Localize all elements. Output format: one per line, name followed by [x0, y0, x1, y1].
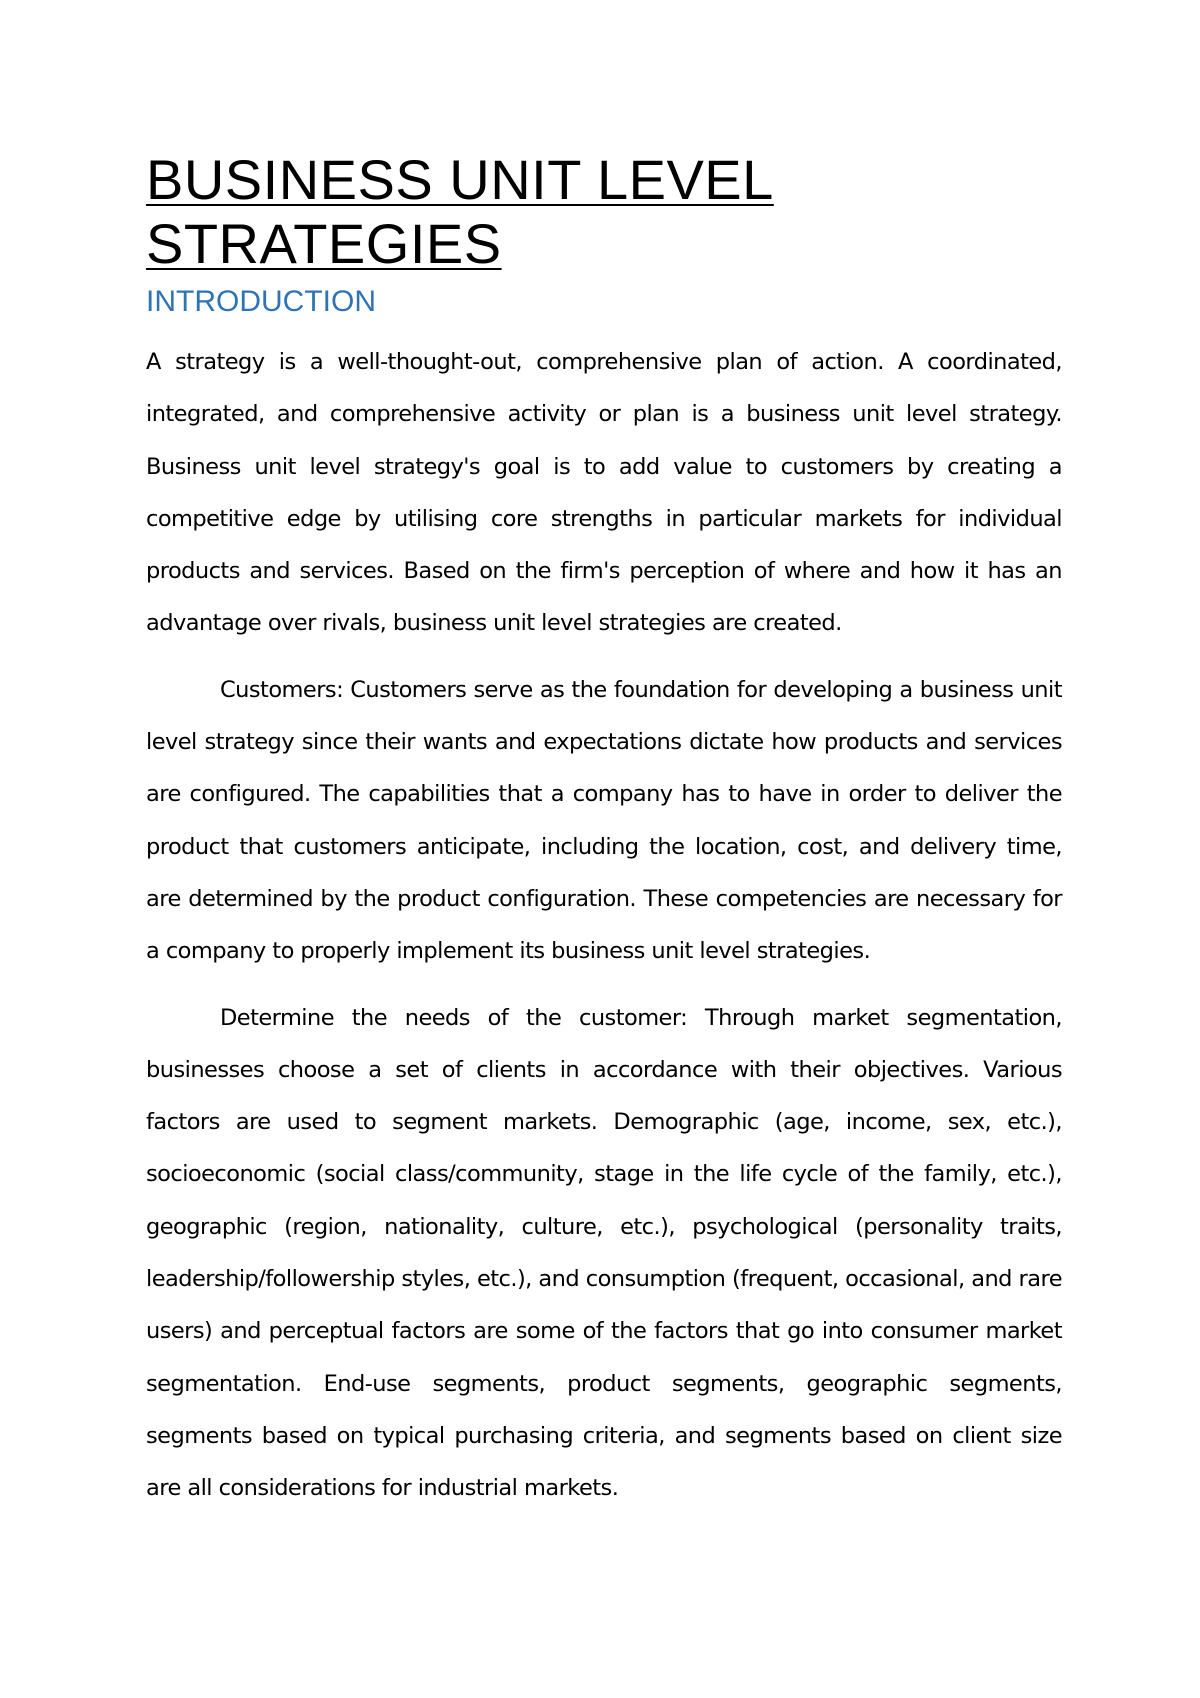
section-heading: INTRODUCTION: [146, 285, 376, 318]
paragraph-customer-needs: Determine the needs of the customer: Through market segmentation, businesses choose a set of clients in accordance with their objectives. Various factors are used to segment markets. Demographic (age, income, sex, etc.), socioeconomic (social class/community, stage in the life cycle of the family, etc.), geographic (region, nationality, culture, etc.), psychological (personality traits, leadership/followership styles, etc.), and consumption (frequent, occasional, and rare users) and perceptual factors are some of the factors that go into consumer market segmentation. End-use segments, product segments, geographic segments, segments based on typical purchasing criteria, and segments based on client size are all considerations for industrial markets.: [146, 1004, 1062, 1502]
paragraph-intro: A strategy is a well-thought-out, comprehensive plan of action. A coordinated, integrated, and comprehensive activity or plan is a business unit level strategy. Business unit level strategy's goal is to add value to customers by creating a competitive edge by utilising core strengths in particular markets for individual products and services. Based on the firm's perception of where and how it has an advantage over rivals, business unit level strategies are created.: [146, 349, 1062, 637]
document-title: BUSINESS UNIT LEVEL STRATEGIES: [146, 148, 774, 275]
paragraph-customers: Customers: Customers serve as the foundation for developing a business unit level strategy since their wants and expectations dictate how products and services are configured. The capabilities that a company has to have in order to deliver the product that customers anticipate, including the location, cost, and delivery time, are determined by the product configuration. These competencies are necessary for a company to properly implement its business unit level strategies.: [146, 676, 1062, 965]
document-page: [146, 148, 1062, 1529]
